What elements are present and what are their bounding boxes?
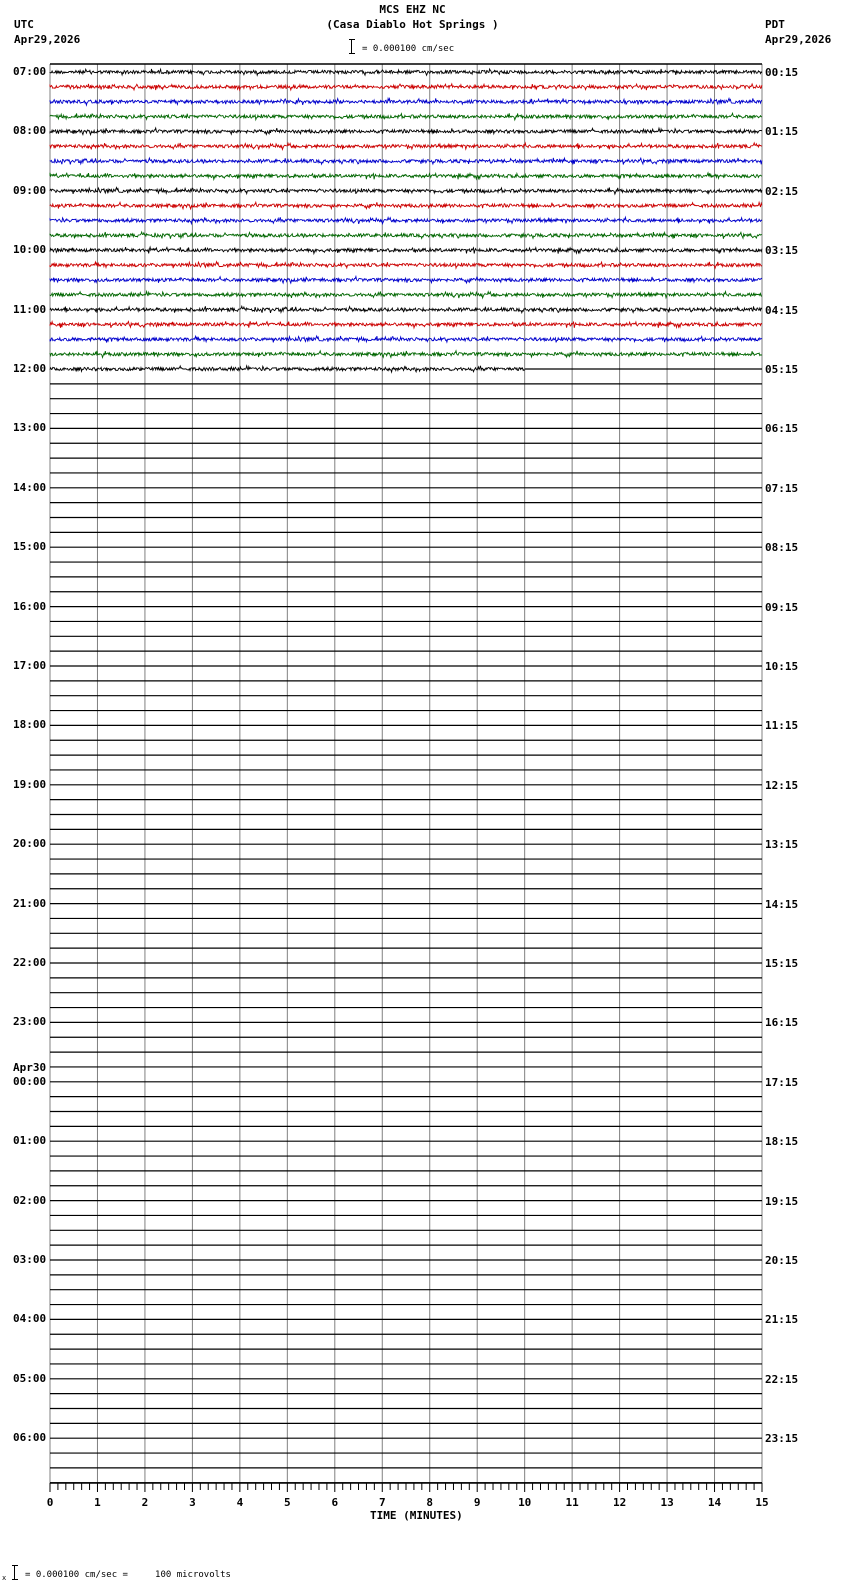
x-tick-label: 8 [426, 1496, 434, 1509]
scale-bar-icon [351, 39, 356, 54]
right-hour-label: 22:15 [765, 1372, 799, 1386]
right-hour-label: 09:15 [765, 600, 799, 614]
station-title: MCS EHZ NC [379, 3, 446, 16]
seismic-trace [50, 69, 762, 75]
seismic-trace [50, 84, 762, 90]
right-hour-label: 13:15 [765, 838, 799, 852]
left-hour-label: 22:00 [13, 956, 47, 969]
left-hour-label: 08:00 [13, 124, 47, 138]
x-axis-label: TIME (MINUTES) [370, 1509, 463, 1522]
x-tick-label: 11 [565, 1496, 579, 1509]
left-hour-label: 00:00 [13, 1074, 47, 1088]
scale-text: = 0.000100 cm/sec [362, 44, 455, 54]
x-tick-label: 3 [189, 1496, 196, 1509]
footer-scale-bar-icon [14, 1565, 19, 1580]
x-tick-label: 1 [94, 1496, 101, 1509]
seismic-trace [50, 232, 762, 239]
left-hour-label: 17:00 [13, 659, 47, 672]
right-hour-label: 00:15 [765, 66, 799, 79]
seismic-trace [50, 217, 762, 224]
left-hour-label: 13:00 [13, 421, 47, 435]
seismic-trace [50, 113, 762, 120]
seismic-trace [50, 351, 762, 358]
right-hour-label: 18:15 [765, 1135, 799, 1149]
left-hour-label: 18:00 [13, 718, 47, 732]
station-location: (Casa Diablo Hot Springs ) [326, 18, 499, 31]
right-date: Apr29,2026 [765, 33, 832, 46]
x-tick-label: 5 [284, 1496, 291, 1509]
left-hour-label: 05:00 [13, 1371, 47, 1385]
right-hour-label: 06:15 [765, 422, 799, 436]
right-hour-label: 01:15 [765, 125, 799, 139]
seismic-trace [50, 128, 762, 135]
left-hour-label: 16:00 [13, 599, 47, 613]
left-timezone: UTC [14, 18, 34, 31]
left-hour-label: 04:00 [13, 1312, 47, 1326]
left-hour-label: 11:00 [13, 302, 47, 316]
left-date: Apr29,2026 [14, 33, 81, 46]
x-tick-label: 15 [755, 1496, 769, 1509]
seismic-trace [50, 188, 762, 195]
right-hour-label: 05:15 [765, 363, 799, 376]
right-hour-label: 23:15 [765, 1432, 799, 1446]
x-tick-label: 13 [660, 1496, 674, 1509]
right-hour-label: 15:15 [765, 957, 799, 970]
right-hour-label: 11:15 [765, 719, 799, 733]
right-hour-label: 20:15 [765, 1254, 799, 1267]
left-hour-label: 02:00 [13, 1193, 47, 1207]
seismic-trace [50, 202, 762, 209]
seismic-trace [50, 321, 762, 328]
seismic-trace [50, 143, 762, 150]
left-hour-label: 21:00 [13, 896, 47, 910]
seismic-trace [50, 247, 762, 254]
x-tick-label: 0 [46, 1496, 54, 1509]
right-hour-label: 14:15 [765, 897, 799, 911]
seismic-trace [50, 277, 762, 284]
x-tick-label: 4 [236, 1496, 244, 1509]
x-tick-label: 2 [141, 1496, 149, 1509]
left-hour-label: 23:00 [13, 1015, 47, 1029]
footer-scale-prefix: x [2, 1574, 7, 1582]
right-hour-label: 02:15 [765, 184, 799, 198]
left-hour-label: 10:00 [13, 243, 47, 257]
right-hour-label: 21:15 [765, 1313, 799, 1327]
right-hour-label: 07:15 [765, 481, 799, 495]
left-hour-label: 07:00 [13, 65, 47, 78]
right-timezone: PDT [765, 18, 785, 31]
footer-scale-text: = 0.000100 cm/sec = 100 microvolts [25, 1570, 231, 1580]
seismic-trace [50, 292, 762, 299]
seismic-trace [50, 173, 762, 180]
x-tick-label: 14 [707, 1496, 722, 1509]
right-hour-label: 19:15 [765, 1194, 799, 1208]
right-hour-label: 10:15 [765, 660, 799, 673]
x-tick-label: 7 [378, 1496, 386, 1509]
left-hour-label: 01:00 [13, 1134, 47, 1148]
left-hour-label: 19:00 [13, 777, 47, 791]
x-tick-label: 12 [613, 1496, 627, 1509]
left-date-change-label: Apr30 [13, 1060, 47, 1074]
x-tick-label: 10 [518, 1496, 532, 1509]
left-hour-label: 20:00 [13, 837, 47, 851]
x-tick-label: 6 [331, 1496, 339, 1509]
right-hour-label: 12:15 [765, 778, 799, 792]
left-hour-label: 09:00 [13, 183, 47, 197]
right-hour-label: 16:15 [765, 1016, 799, 1030]
x-tick-label: 9 [473, 1496, 481, 1509]
seismic-trace [50, 158, 762, 165]
right-hour-label: 17:15 [765, 1075, 799, 1089]
left-hour-label: 15:00 [13, 540, 47, 554]
seismic-trace [50, 336, 762, 343]
right-hour-label: 03:15 [765, 244, 799, 258]
left-hour-label: 14:00 [13, 480, 47, 494]
seismic-trace [50, 98, 762, 105]
right-hour-label: 04:15 [765, 303, 799, 317]
left-hour-label: 06:00 [13, 1431, 47, 1445]
left-hour-label: 03:00 [13, 1253, 47, 1266]
right-hour-label: 08:15 [765, 541, 799, 555]
seismic-trace [50, 306, 762, 313]
seismic-trace [50, 262, 762, 269]
left-hour-label: 12:00 [13, 362, 47, 375]
